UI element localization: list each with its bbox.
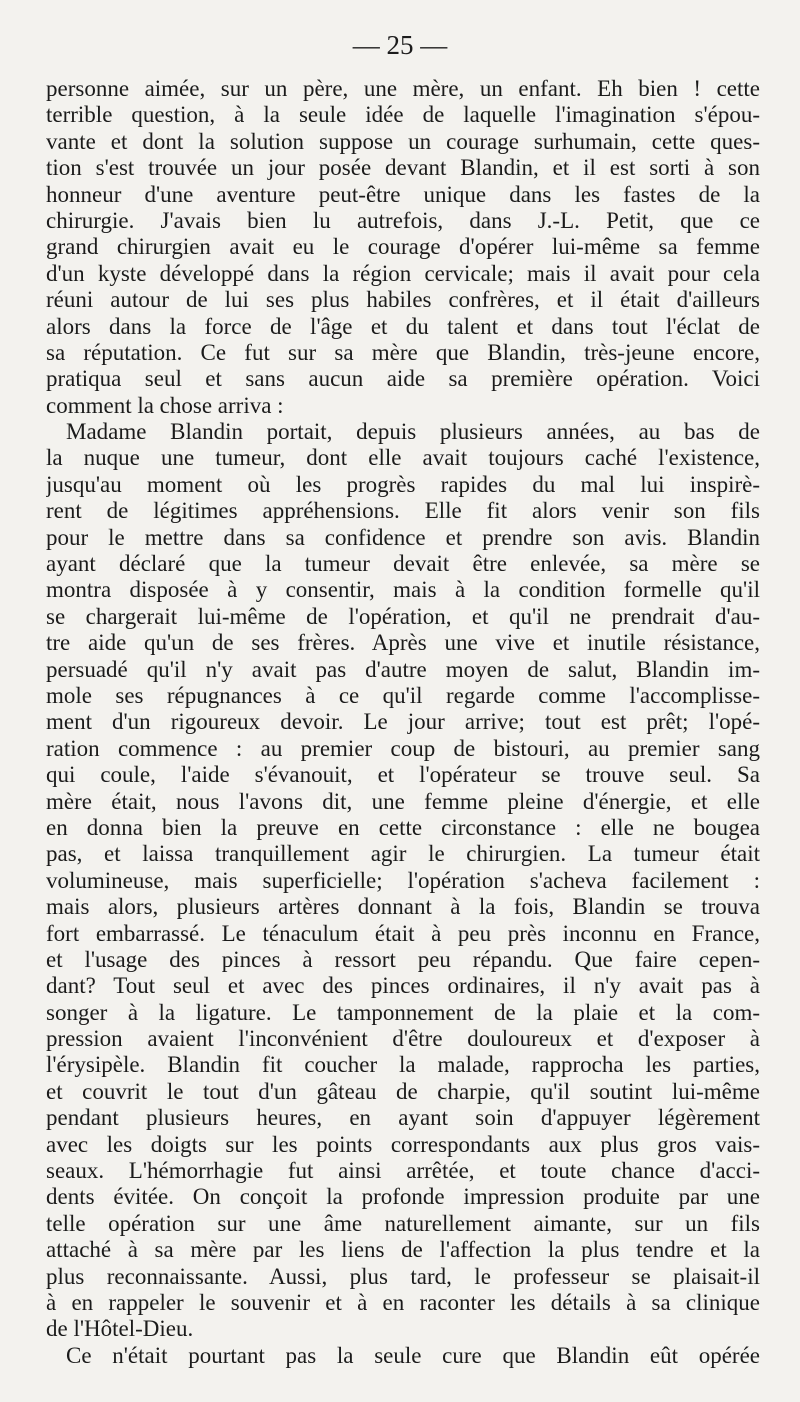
text-line: vante et dont la solution suppose un courage surhumain, cette ques- [46, 128, 760, 154]
text-line: l'érysipèle. Blandin fit coucher la malade, rapprocha les parties, [46, 1052, 760, 1078]
text-line: dant? Tout seul et avec des pinces ordinaires, il n'y avait pas à [46, 973, 760, 999]
text-line: avec les doigts sur les points correspondants aux plus gros vais- [46, 1131, 760, 1157]
text-line: la nuque une tumeur, dont elle avait toujours caché l'existence, [46, 445, 760, 471]
text-line: dents évitée. On conçoit la profonde impression produite par une [46, 1184, 760, 1210]
text-line: à en rappeler le souvenir et à en raconter les détails à sa clinique [46, 1289, 760, 1315]
text-line: montra disposée à y consentir, mais à la condition formelle qu'il [46, 577, 760, 603]
text-line: pratiqua seul et sans aucun aide sa première opération. Voici [46, 366, 760, 392]
text-line: mère était, nous l'avons dit, une femme pleine d'énergie, et elle [46, 788, 760, 814]
text-line: tion s'est trouvée un jour posée devant Blandin, et il est sorti à son [46, 155, 760, 181]
text-line: de l'Hôtel-Dieu. [46, 1316, 194, 1342]
text-line: ration commence : au premier coup de bistouri, au premier sang [46, 735, 760, 761]
text-line: comment la chose arriva : [46, 392, 284, 418]
text-line: en donna bien la preuve en cette circonstance : elle ne bougea [46, 814, 760, 840]
text-line: sa réputation. Ce fut sur sa mère que Blandin, très-jeune encore, [46, 339, 760, 365]
text-line: telle opération sur une âme naturellement aimante, sur un fils [46, 1210, 760, 1236]
text-line: ment d'un rigoureux devoir. Le jour arrive; tout est prêt; l'opé- [46, 709, 760, 735]
text-line: pression avaient l'inconvénient d'être douloureux et d'exposer à [46, 1026, 760, 1052]
text-line: qui coule, l'aide s'évanouit, et l'opérateur se trouve seul. Sa [46, 762, 760, 788]
paragraph-start-line: Ce n'était pourtant pas la seule cure que Blandin eût opérée [66, 1342, 760, 1368]
text-line: ayant déclaré que la tumeur devait être enlevée, sa mère se [46, 551, 760, 577]
text-line: réuni autour de lui ses plus habiles confrères, et il était d'ailleurs [46, 287, 760, 313]
text-line: pas, et laissa tranquillement agir le chirurgien. La tumeur était [46, 841, 760, 867]
text-line: personne aimée, sur un père, une mère, un enfant. Eh bien ! cette [46, 76, 760, 101]
text-line: mais alors, plusieurs artères donnant à la fois, Blandin se trouva [46, 894, 760, 920]
text-line: pendant plusieurs heures, en ayant soin d'appuyer légèrement [46, 1105, 760, 1131]
text-line: fort embarrassé. Le ténaculum était à peu près inconnu en France, [46, 920, 760, 946]
text-line: honneur d'une aventure peut-être unique dans les fastes de la [46, 181, 760, 207]
text-line: et l'usage des pinces à ressort peu répandu. Que faire cepen- [46, 946, 760, 972]
body-text [46, 76, 760, 1369]
text-line: songer à la ligature. Le tamponnement de la plaie et la com- [46, 999, 760, 1025]
text-line: mole ses répugnances à ce qu'il regarde comme l'accomplisse- [46, 682, 760, 708]
text-line: terrible question, à la seule idée de laquelle l'imagination s'épou- [46, 102, 760, 128]
text-line: attaché à sa mère par les liens de l'affection la plus tendre et la [46, 1237, 760, 1263]
text-line: se chargerait lui-même de l'opération, et qu'il ne prendrait d'au- [46, 603, 760, 629]
text-line: tre aide qu'un de ses frères. Après une vive et inutile résistance, [46, 630, 760, 656]
text-line: et couvrit le tout d'un gâteau de charpie, qu'il soutint lui-même [46, 1078, 760, 1104]
paragraph-start-line: Madame Blandin portait, depuis plusieurs années, au bas de [66, 419, 760, 445]
text-line: plus reconnaissante. Aussi, plus tard, le professeur se plaisait-il [46, 1263, 760, 1289]
text-line: volumineuse, mais superficielle; l'opération s'acheva facilement : [46, 867, 760, 893]
text-line: seaux. L'hémorrhagie fut ainsi arrêtée, et toute chance d'acci- [46, 1158, 760, 1184]
text-line: persuadé qu'il n'y avait pas d'autre moyen de salut, Blandin im- [46, 656, 760, 682]
text-line: grand chirurgien avait eu le courage d'opérer lui-même sa femme [46, 234, 760, 260]
text-line: rent de légitimes appréhensions. Elle fit alors venir son fils [46, 498, 760, 524]
text-line: chirurgie. J'avais bien lu autrefois, dans J.-L. Petit, que ce [46, 207, 760, 233]
page-number: — 25 — [352, 30, 448, 60]
text-line: d'un kyste développé dans la région cervicale; mais il avait pour cela [46, 260, 760, 286]
text-line: pour le mettre dans sa confidence et prendre son avis. Blandin [46, 524, 760, 550]
text-line: jusqu'au moment où les progrès rapides du mal lui inspirè- [46, 471, 760, 497]
text-line: alors dans la force de l'âge et du talent et dans tout l'éclat de [46, 313, 760, 339]
